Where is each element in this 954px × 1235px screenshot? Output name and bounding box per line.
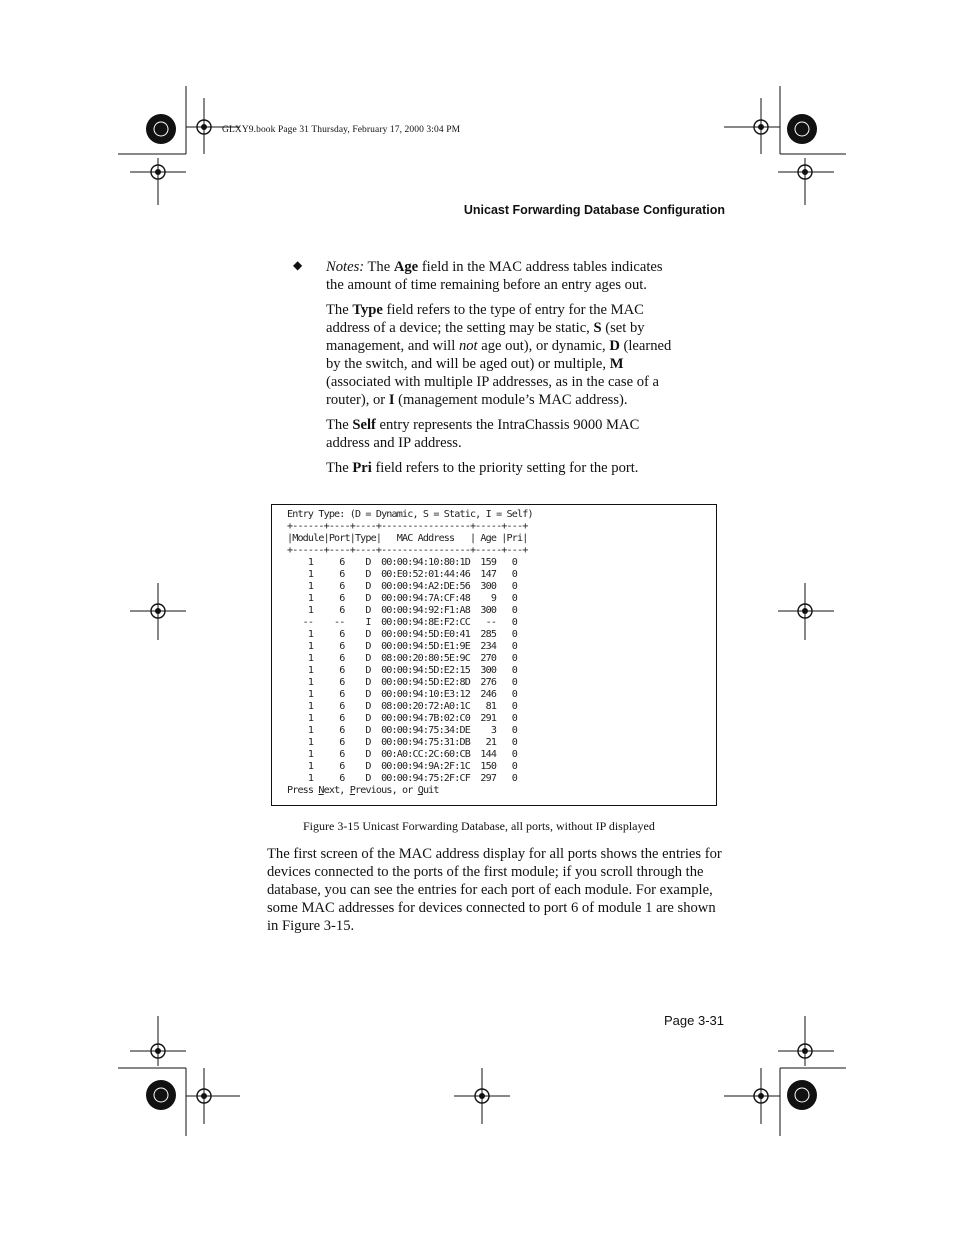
running-head: Unicast Forwarding Database Configuration [463,203,725,217]
terminal-screen [271,504,717,806]
table-row: 1 6 D 00:00:94:A2:DE:56 300 0 [307,581,517,592]
notes-block [326,258,676,484]
diamond-bullet-icon: ◆ [293,258,303,272]
figure-caption: Figure 3-15 Unicast Forwarding Database, all ports, without IP displayed [303,819,655,833]
note-type: The Type field refers to the type of entry for the MAC address of a device; the setting may be static, S (set by management, and will not age out), or dynamic, D (learned by the switch, and will be aged out) or multiple, M (associated with multiple IP addresses, as in the case of a router), or I (management module’s MAC address). [326,302,672,408]
note-self: The Self entry represents the IntraChassis 9000 MAC address and IP address. [326,417,640,451]
table-separator: +------+----+----+-----------------+-----+---+ [287,521,528,532]
table-row: 1 6 D 00:00:94:5D:E0:41 285 0 [307,629,517,640]
table-row: 1 6 D 00:00:94:10:80:1D 159 0 [307,557,517,568]
table-row: 1 6 D 00:00:94:75:31:DB 21 0 [307,737,517,748]
table-row: 1 6 D 00:00:94:5D:E2:8D 276 0 [307,677,517,688]
page-number: Page 3-31 [664,1013,724,1028]
table-row: 1 6 D 00:00:94:5D:E2:15 300 0 [307,665,517,676]
table-row: 1 6 D 00:A0:CC:2C:60:CB 144 0 [307,749,517,760]
table-row: -- -- I 00:00:94:8E:F2:CC -- 0 [302,617,517,628]
table-row: 1 6 D 00:E0:52:01:44:46 147 0 [307,569,517,580]
body-paragraph: The first screen of the MAC address display for all ports shows the entries for devices connected to the ports of the first module; if you scroll through the database, you can see the entries for each port of each module. For example, some MAC addresses for devices connected to port 6 of module 1 are shown in Figure 3-15. [267,846,722,934]
note-pri: The Pri field refers to the priority setting for the port. [326,460,639,476]
table-row: 1 6 D 08:00:20:80:5E:9C 270 0 [307,653,517,664]
table-row: 1 6 D 00:00:94:7B:02:C0 291 0 [307,713,517,724]
table-row: 1 6 D 00:00:94:5D:E1:9E 234 0 [307,641,517,652]
table-row: 1 6 D 00:00:94:75:2F:CF 297 0 [307,773,517,784]
print-slug: GLXY9.book Page 31 Thursday, February 17, 2000 3:04 PM [222,125,461,135]
table-header: |Module|Port|Type| MAC Address | Age |Pri| [287,533,528,544]
table-row: 1 6 D 08:00:20:72:A0:1C 81 0 [307,701,517,712]
table-row: 1 6 D 00:00:94:92:F1:A8 300 0 [307,605,517,616]
table-separator: +------+----+----+-----------------+-----+---+ [287,545,528,556]
nav-prompt: Press Next, Previous, or Quit [287,785,439,796]
table-rows [287,557,517,784]
table-row: 1 6 D 00:00:94:10:E3:12 246 0 [307,689,517,700]
table-row: 1 6 D 00:00:94:75:34:DE 3 0 [307,725,517,736]
table-row: 1 6 D 00:00:94:7A:CF:48 9 0 [307,593,517,604]
table-row: 1 6 D 00:00:94:9A:2F:1C 150 0 [307,761,517,772]
entry-type-line: Entry Type: (D = Dynamic, S = Static, I = Self) [287,509,533,520]
note-age: Notes: The Age field in the MAC address tables indicates the amount of time remaining before an entry ages out. [326,259,663,293]
